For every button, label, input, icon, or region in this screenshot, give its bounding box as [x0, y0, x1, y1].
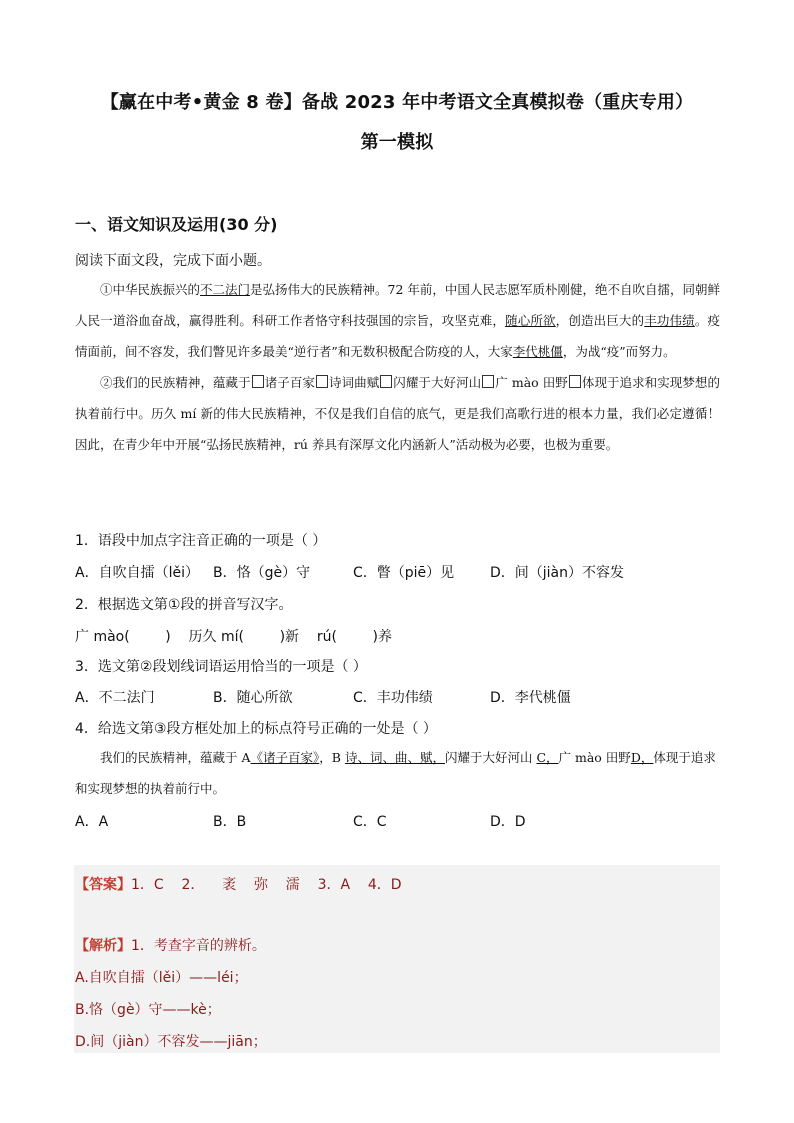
analysis-intro: 1．考查字音的辨析。: [131, 938, 266, 954]
analysis-item-d: D.间（jiàn）不容发——jiān；: [75, 1034, 267, 1050]
analysis-line: [75, 935, 266, 955]
blank-box-icon: [482, 375, 494, 388]
passage-paragraph-2: ②我们的民族精神，蕴藏于 诸子百家 诗词曲赋 闪耀于大好河山 广 mào 田野 体现于追求和实现梦想的执着前行中。历久 mí 新的伟大民族精神，不仅是我们自信的底气，更是我们高歌行进的根本力量，我们必定遵循！因此，在青少年中开展“弘扬民族精神，rú 养具有深厚文化内涵新人”活动极为必要，也极为重要。: [75, 375, 720, 452]
document-title: 【赢在中考•黄金 8 卷】备战 2023 年中考语文全真模拟卷（重庆专用）: [100, 92, 694, 113]
section-heading: 一、语文知识及运用(30 分): [75, 215, 278, 234]
question-1-option-c: C．瞥（piē）见: [353, 565, 455, 581]
blank-box-icon: [252, 375, 264, 388]
underlined-term: 随心所欲: [505, 313, 556, 328]
answer-tag: 【答案】: [75, 877, 131, 893]
question-4-stem: 4．给选文第③段方框处加上的标点符号正确的一处是（ ）: [75, 721, 437, 737]
analysis-item-b: B.恪（gè）守——kè；: [75, 1002, 221, 1018]
question-2-stem: 2．根据选文第①段的拼音写汉字。: [75, 597, 293, 613]
question-4-option-a: A．A: [75, 814, 109, 830]
question-3-option-d: D．李代桃僵: [490, 690, 571, 706]
blank-box-icon: [380, 375, 392, 388]
question-1-stem: 1．语段中加点字注音正确的一项是（ ）: [75, 533, 327, 549]
question-4-option-d: D．D: [490, 814, 526, 830]
question-2-blanks: 广 mào( ) 历久 mí( )新 rú( )养: [75, 629, 393, 645]
question-1-option-a: A．自吹自擂（lěi）: [75, 565, 199, 581]
underlined-term: 不二法门: [200, 282, 251, 297]
question-1-option-b: B．恪（gè）守: [213, 565, 311, 581]
question-4-passage: 我们的民族精神，蕴藏于 A《诸子百家》，B 诗、词、曲、赋，闪耀于大好河山 C，广 mào 田野D，体现于追求和实现梦想的执着前行中。: [75, 750, 716, 796]
question-3-option-a: A．不二法门: [75, 690, 155, 706]
blank-box-icon: [569, 375, 581, 388]
reading-passage: [75, 274, 720, 460]
analysis-tag: 【解析】: [75, 938, 131, 954]
question-1-option-d: D．间（jiàn）不容发: [490, 565, 625, 581]
question-4-option-b: B．B: [213, 814, 247, 830]
underlined-term: 丰功伟绩: [644, 313, 695, 328]
question-4-option-c: C．C: [353, 814, 387, 830]
underlined-term: 李代桃僵: [512, 344, 563, 359]
question-3-option-b: B．随心所欲: [213, 690, 293, 706]
document-subtitle: 第一模拟: [360, 132, 434, 153]
blank-box-icon: [316, 375, 328, 388]
section-instruction: 阅读下面文段，完成下面小题。: [75, 253, 271, 269]
question-3-stem: 3．选文第②段划线词语运用恰当的一项是（ ）: [75, 659, 367, 675]
question-3-option-c: C．丰功伟绩: [353, 690, 433, 706]
answer-line: [75, 874, 402, 894]
answer-text: 1．C 2． 袤 弥 濡 3．A 4．D: [131, 877, 402, 893]
passage-paragraph-1: ①中华民族振兴的不二法门是弘扬伟大的民族精神。72 年前，中国人民志愿军质朴刚健，绝不自吹自擂，同朝鲜人民一道浴血奋战，赢得胜利。科研工作者恪守科技强国的宗旨，攻坚克难，随心所欲，创造出巨大的丰功伟绩。疫情面前，间不容发，我们瞥见许多最美“逆行者”和无数积极配合防疫的人，大家李代桃僵，为战“疫”而努力。: [75, 282, 720, 359]
analysis-item-a: A.自吹自擂（lěi）——léi；: [75, 970, 248, 986]
